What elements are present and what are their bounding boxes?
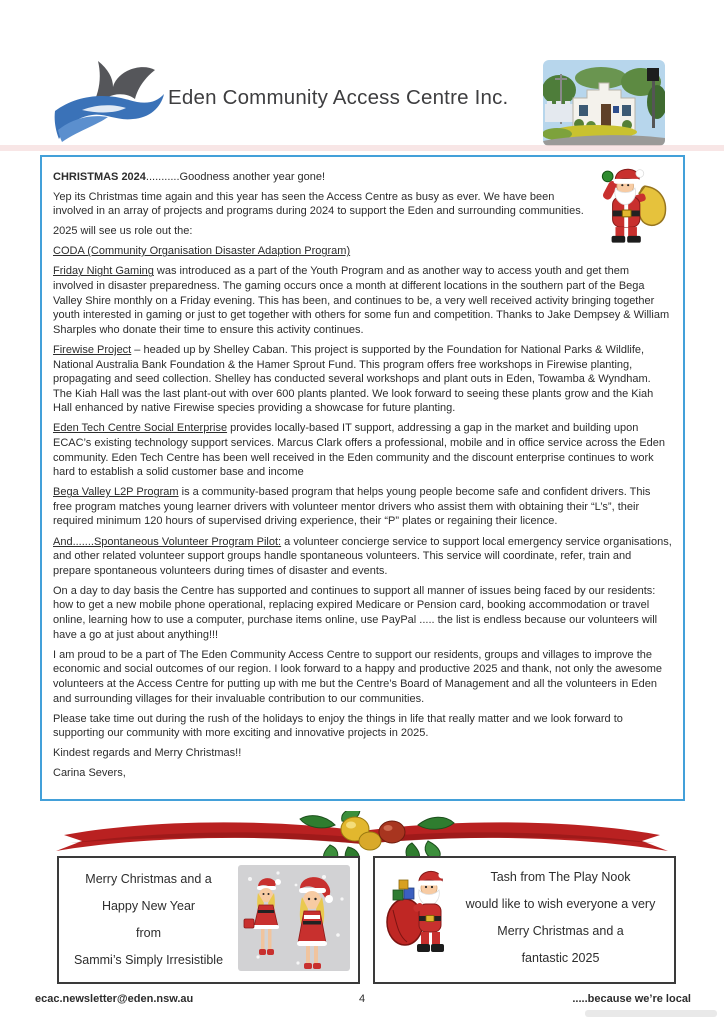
newsletter-email: ecac.newsletter@eden.nsw.au [35, 993, 194, 1005]
page-title: Eden Community Access Centre Inc. [168, 86, 509, 109]
scan-artifact-band [0, 145, 724, 151]
letter-paragraph: Yep its Christmas time again and this year has seen the Access Centre as busy as ever. We have been involved in an array of projects and programs during 2024 to support the Eden and surrounding communities. [53, 190, 584, 218]
christmas-girls-icon [238, 865, 350, 971]
greeting-box-play-nook [373, 856, 676, 984]
greeting-left-text: Merry Christmas and a Happy New Year from Sammi’s Simply Irresistible [73, 872, 224, 967]
scan-artifact-smudge [585, 1010, 717, 1017]
greeting-right-text: Tash from The Play Nook would like to wish everyone a very Merry Christmas and a fantastic 2025 [465, 870, 656, 965]
christmas-letter-box [40, 155, 685, 801]
letter-paragraph: Friday Night Gaming was introduced as a part of the Youth Program and as another way to access youth and get them involved in disaster preparedness. The gaming occurs once a month at different locations in the southern part of the Bega Valley Shire monthly on a Friday evening. This has been, and continues to be, a very well received activity bringing together youth interested in gaming or just to get together with others for some fun and competition. Thanks to Jake Dempsey & William Sharples who donate their time to ensure this activity continues. [53, 265, 670, 336]
letter-signoff: Kindest regards and Merry Christmas!! [53, 747, 242, 760]
letter-paragraph: I am proud to be a part of The Eden Community Access Centre to support our residents, groups and villages to improve the economic and social outcomes of our region. I look forward to a happy and productive 2025 and thank, not only the awesome volunteers at the Access Centre for putting up with me but the Centre’s Board of Management and all the volunteers in Eden and surrounding villages for their invaluable contribution to our communities. [53, 648, 663, 705]
letter-paragraph: Please take time out during the rush of the holidays to enjoy the things in life that really matter and we look forward to supporting our community with more exciting and innovative projects in 2025. [53, 712, 623, 740]
greeting-box-sammis [57, 856, 360, 984]
letter-heading-rest: ...........Goodness another year gone! [145, 170, 326, 183]
letter-paragraph: Firewise Project – headed up by Shelley Caban. This project is supported by the Foundation for National Parks & Wildlife, National Australia Bank Foundation & the Hamer Sprout Fund. This program offers free workshops in Firewise planting, propagating and seed collection. Shelley has conducted several workshops and plant outs in Eden, Towamba & Wyndham. The Kiah Hall was the last plant-out with over 600 plants planted. We look forward to seeing these plants grow and the Kiah Hall enhanced by native Firewise species providing a showcase for future planting. [53, 343, 654, 415]
letter-paragraph: Eden Tech Centre Social Enterprise provides locally-based IT support, addressing a gap in the market and building upon ECAC’s existing technology support services. Marcus Clark offers a professional, mobile and in office service across the Eden community. Eden Tech Centre has been well received in the Eden community and the discount enterprise continues to work hard to establish a solid customer base and income [53, 422, 666, 479]
letter-paragraph: 2025 will see us role out the: [53, 225, 193, 238]
letter-heading-bold: CHRISTMAS 2024 [53, 170, 146, 183]
santa-with-sack-icon [385, 866, 447, 962]
santa-waving-icon [596, 164, 672, 258]
footer-tagline: .....because we’re local [572, 993, 691, 1005]
whale-tail-logo-icon [52, 50, 170, 152]
centre-building-photo [543, 60, 665, 146]
letter-paragraph: Bega Valley L2P Program is a community-based program that helps young people become safe and confident drivers. This free program matches young learner drivers with volunteer mentor drivers who assist them with obtaining their “L’s”, their required minimum 120 hours of supervised driving experience, their “P” plates or regaining their licence. [53, 486, 651, 528]
page-number: 4 [358, 993, 366, 1005]
letter-paragraph: On a day to day basis the Centre has supported and continues to support all manner of issues being faced by our residents: how to get a new mobile phone operational, replacing expired Medicare or Pension card, booking accommodation or travel online, learning how to use a computer, purchase items online, use PayPal ..... the list is endless because our volunteers will have a go at just about anything!!! [53, 584, 658, 641]
letter-paragraph: CODA (Community Organisation Disaster Adaption Program) [53, 245, 351, 258]
letter-heading [53, 170, 672, 185]
letter-paragraph: And.......Spontaneous Volunteer Program Pilot: a volunteer concierge service to support local emergency service organisations, and other related volunteer support groups handle spontaneous volunteers. This service will coordinate, refer, train and prepare spontaneous volunteers during times of disaster and events. [53, 535, 672, 577]
letter-signature: Carina Severs, [53, 767, 126, 780]
